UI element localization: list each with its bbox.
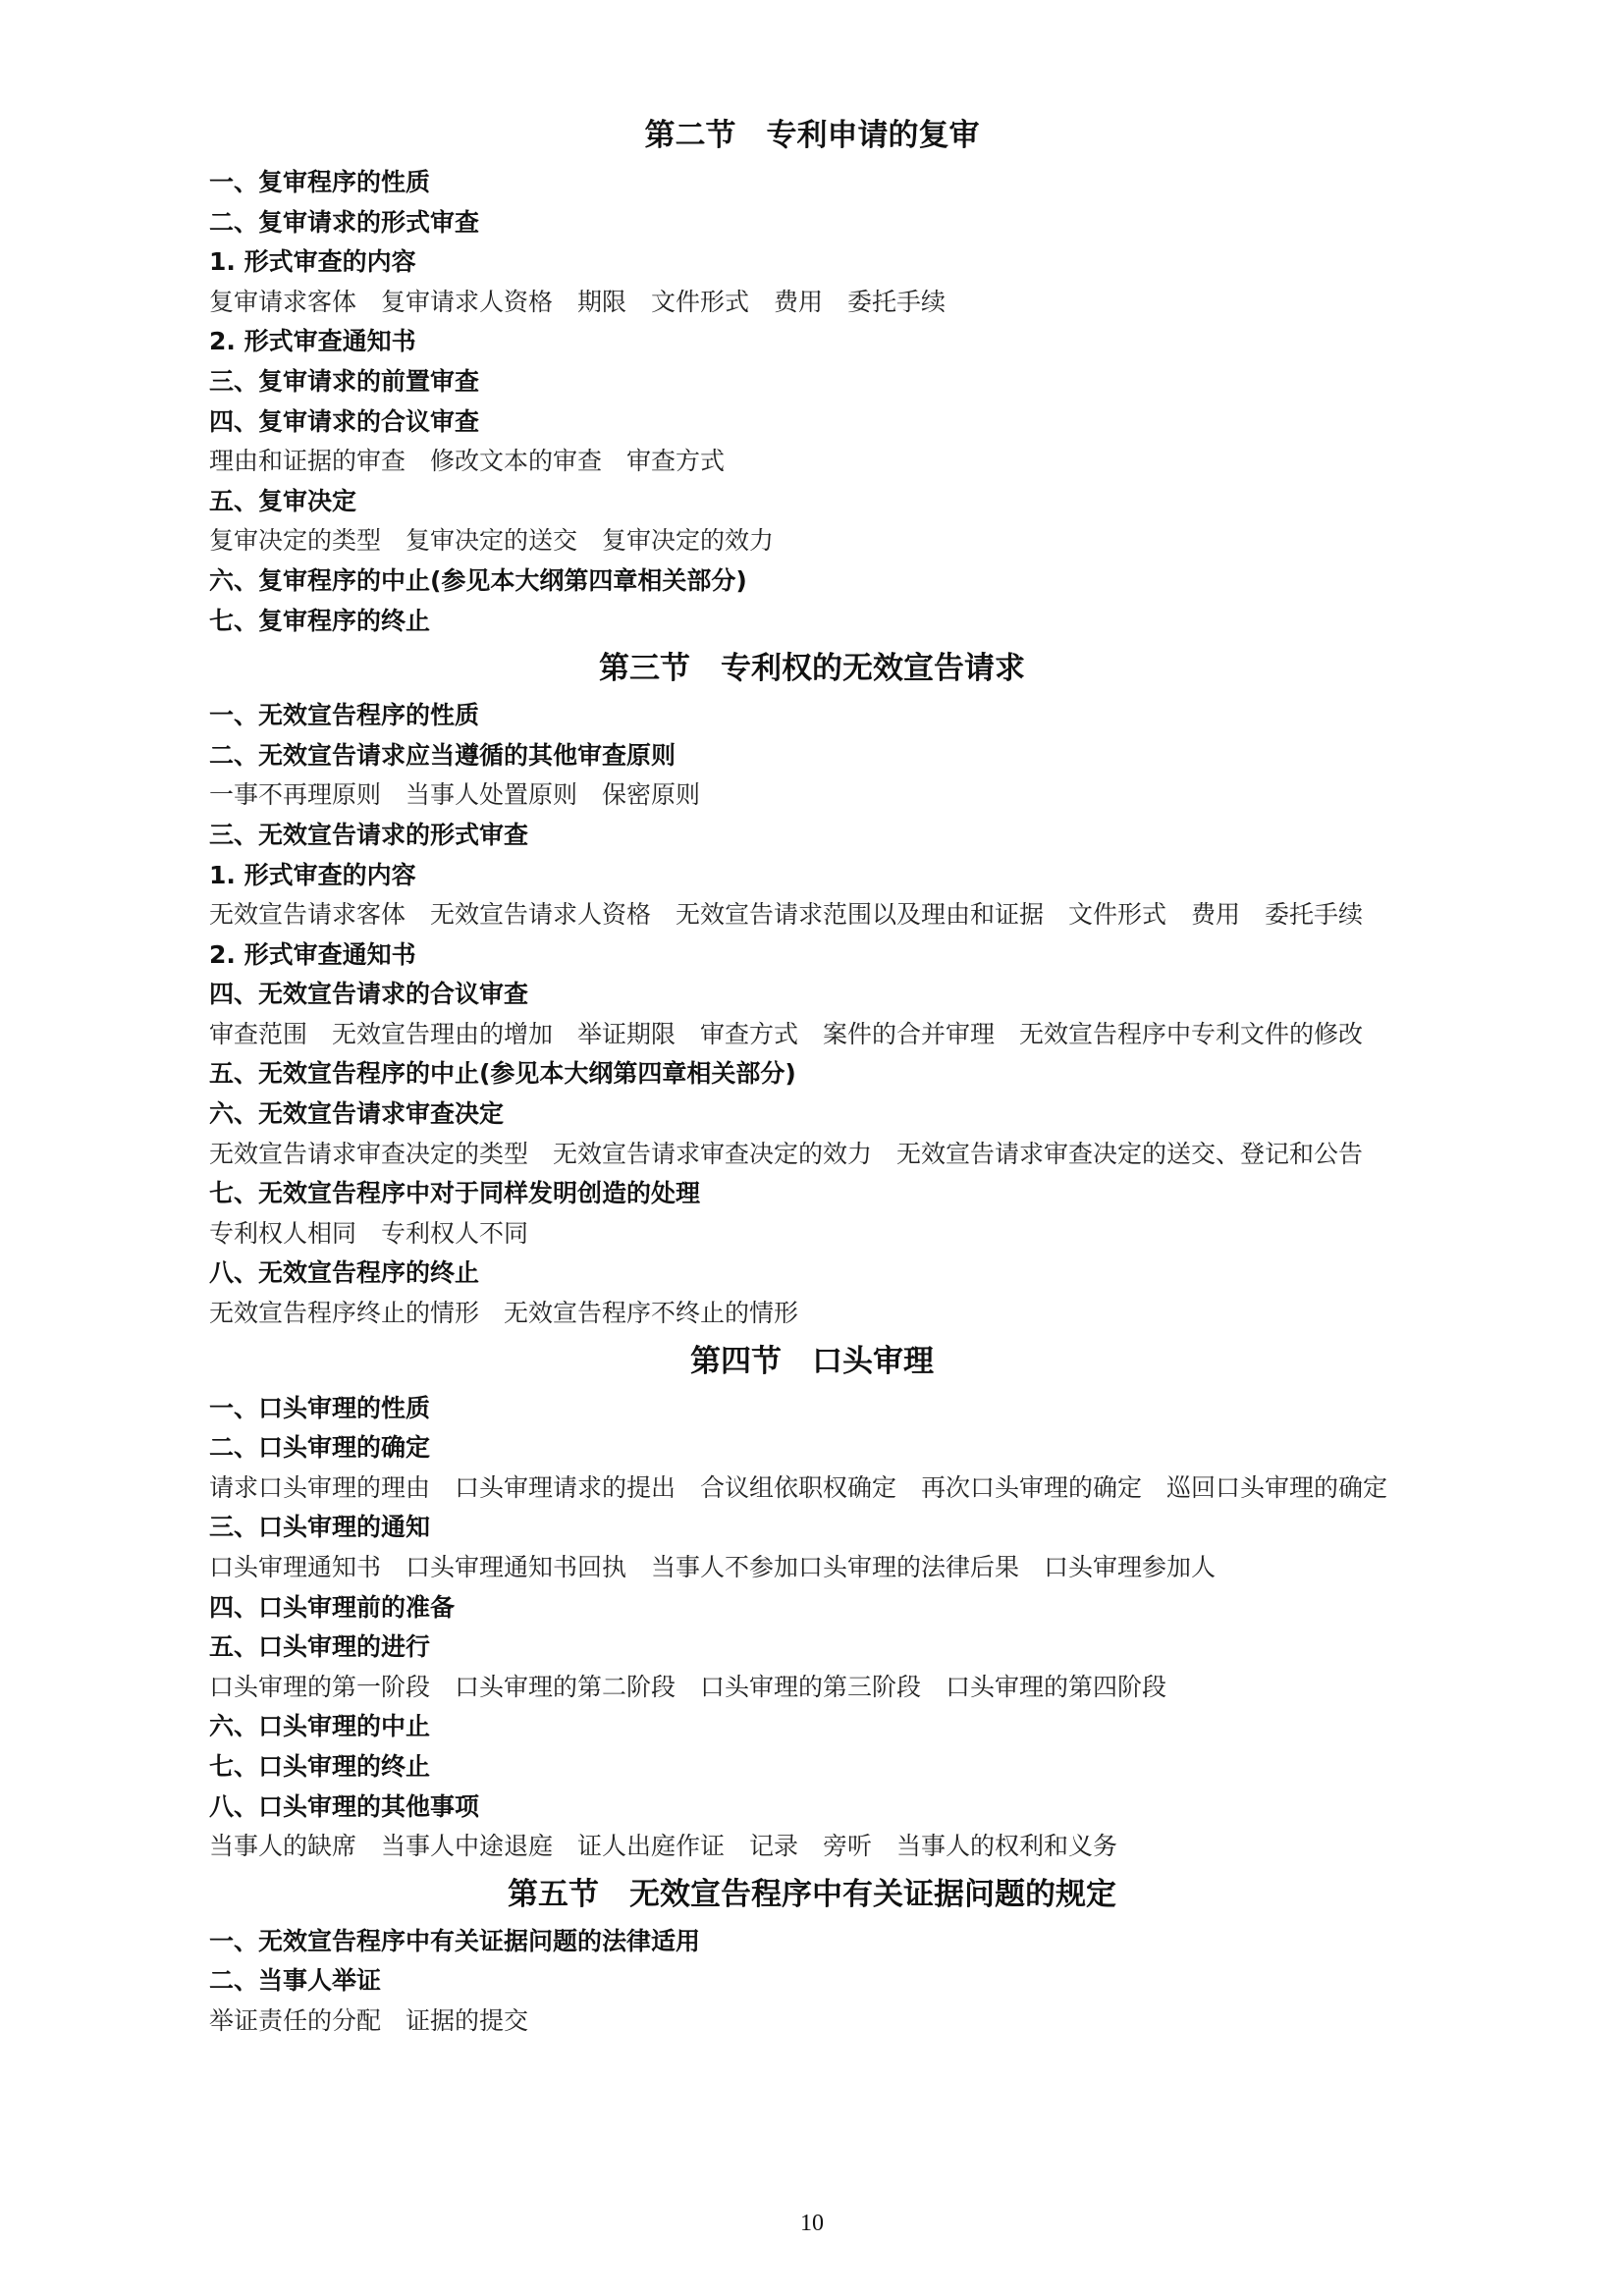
outline-heading: 八、无效宣告程序的终止 (209, 1258, 480, 1288)
outline-heading: 1. 形式审查的内容 (209, 860, 416, 889)
outline-topics: 专利权人相同 专利权人不同 (209, 1218, 529, 1248)
outline-heading: 三、复审请求的前置审查 (209, 366, 480, 396)
outline-topics: 无效宣告请求审查决定的类型 无效宣告请求审查决定的效力 无效宣告请求审查决定的送交、登记和公告 (209, 1139, 1364, 1168)
outline-heading: 二、无效宣告请求应当遵循的其他审查原则 (209, 740, 677, 770)
outline-topics: 口头审理的第一阶段 口头审理的第二阶段 口头审理的第三阶段 口头审理的第四阶段 (209, 1672, 1167, 1701)
outline-heading: 一、无效宣告程序的性质 (209, 701, 480, 730)
outline-heading: 七、无效宣告程序中对于同样发明创造的处理 (209, 1179, 701, 1208)
outline-heading: 五、无效宣告程序的中止(参见本大纲第四章相关部分) (209, 1059, 796, 1089)
section-title: 第三节 专利权的无效宣告请求 (599, 651, 1025, 687)
outline-heading: 六、无效宣告请求审查决定 (209, 1099, 505, 1129)
outline-topics: 无效宣告请求客体 无效宣告请求人资格 无效宣告请求范围以及理由和证据 文件形式 费用 委托手续 (209, 900, 1364, 930)
outline-heading: 五、口头审理的进行 (209, 1632, 431, 1662)
page-number: 10 (800, 2211, 824, 2236)
section (0, 108, 1624, 641)
section (0, 1867, 1624, 2042)
outline-heading: 八、口头审理的其他事项 (209, 1791, 480, 1821)
section-body (0, 163, 1446, 641)
outline-heading: 三、无效宣告请求的形式审查 (209, 820, 529, 849)
section-body (0, 1389, 1446, 1867)
outline-heading: 一、复审程序的性质 (209, 168, 431, 196)
outline-topics: 当事人的缺席 当事人中途退庭 证人出庭作证 记录 旁听 当事人的权利和义务 (209, 1832, 1118, 1861)
outline-topics: 一事不再理原则 当事人处置原则 保密原则 (209, 780, 701, 810)
section-body (0, 1922, 1446, 2042)
outline-heading: 二、复审请求的形式审查 (209, 207, 480, 237)
outline-heading: 1. 形式审查的内容 (209, 247, 416, 277)
outline-topics: 举证责任的分配 证据的提交 (209, 2005, 529, 2035)
section-title: 第四节 口头审理 (690, 1343, 934, 1379)
outline-topics: 审查范围 无效宣告理由的增加 举证期限 审查方式 案件的合并审理 无效宣告程序中专利文件的修改 (209, 1019, 1364, 1048)
section-title: 第五节 无效宣告程序中有关证据问题的规定 (508, 1876, 1116, 1912)
outline-heading: 七、口头审理的终止 (209, 1751, 431, 1781)
outline-heading: 四、复审请求的合议审查 (209, 406, 480, 436)
outline-heading: 二、当事人举证 (209, 1966, 382, 1996)
outline-heading: 三、口头审理的通知 (209, 1513, 431, 1542)
section (0, 641, 1624, 1334)
outline-topics: 无效宣告程序终止的情形 无效宣告程序不终止的情形 (209, 1299, 799, 1328)
outline-heading: 一、无效宣告程序中有关证据问题的法律适用 (209, 1926, 701, 1955)
outline-heading: 六、复审程序的中止(参见本大纲第四章相关部分) (209, 565, 747, 595)
section-body (0, 696, 1446, 1334)
outline-heading: 四、无效宣告请求的合议审查 (209, 980, 529, 1009)
outline-topics: 复审请求客体 复审请求人资格 期限 文件形式 费用 委托手续 (209, 287, 947, 316)
outline-heading: 六、口头审理的中止 (209, 1712, 431, 1741)
outline-heading: 七、复审程序的终止 (209, 606, 431, 635)
outline-topics: 请求口头审理的理由 口头审理请求的提出 合议组依职权确定 再次口头审理的确定 巡回口头审理的确定 (209, 1472, 1388, 1502)
page-content (0, 108, 1624, 2042)
outline-topics: 复审决定的类型 复审决定的送交 复审决定的效力 (209, 526, 775, 556)
outline-heading: 五、复审决定 (209, 486, 357, 515)
outline-heading: 2. 形式审查通知书 (209, 327, 416, 356)
outline-heading: 四、口头审理前的准备 (209, 1592, 456, 1622)
section-title: 第二节 专利申请的复审 (644, 118, 980, 153)
outline-heading: 一、口头审理的性质 (209, 1393, 431, 1422)
outline-heading: 二、口头审理的确定 (209, 1433, 431, 1463)
outline-topics: 理由和证据的审查 修改文本的审查 审查方式 (209, 447, 726, 476)
section (0, 1334, 1624, 1867)
outline-heading: 2. 形式审查通知书 (209, 939, 416, 969)
outline-topics: 口头审理通知书 口头审理通知书回执 当事人不参加口头审理的法律后果 口头审理参加人 (209, 1553, 1217, 1581)
